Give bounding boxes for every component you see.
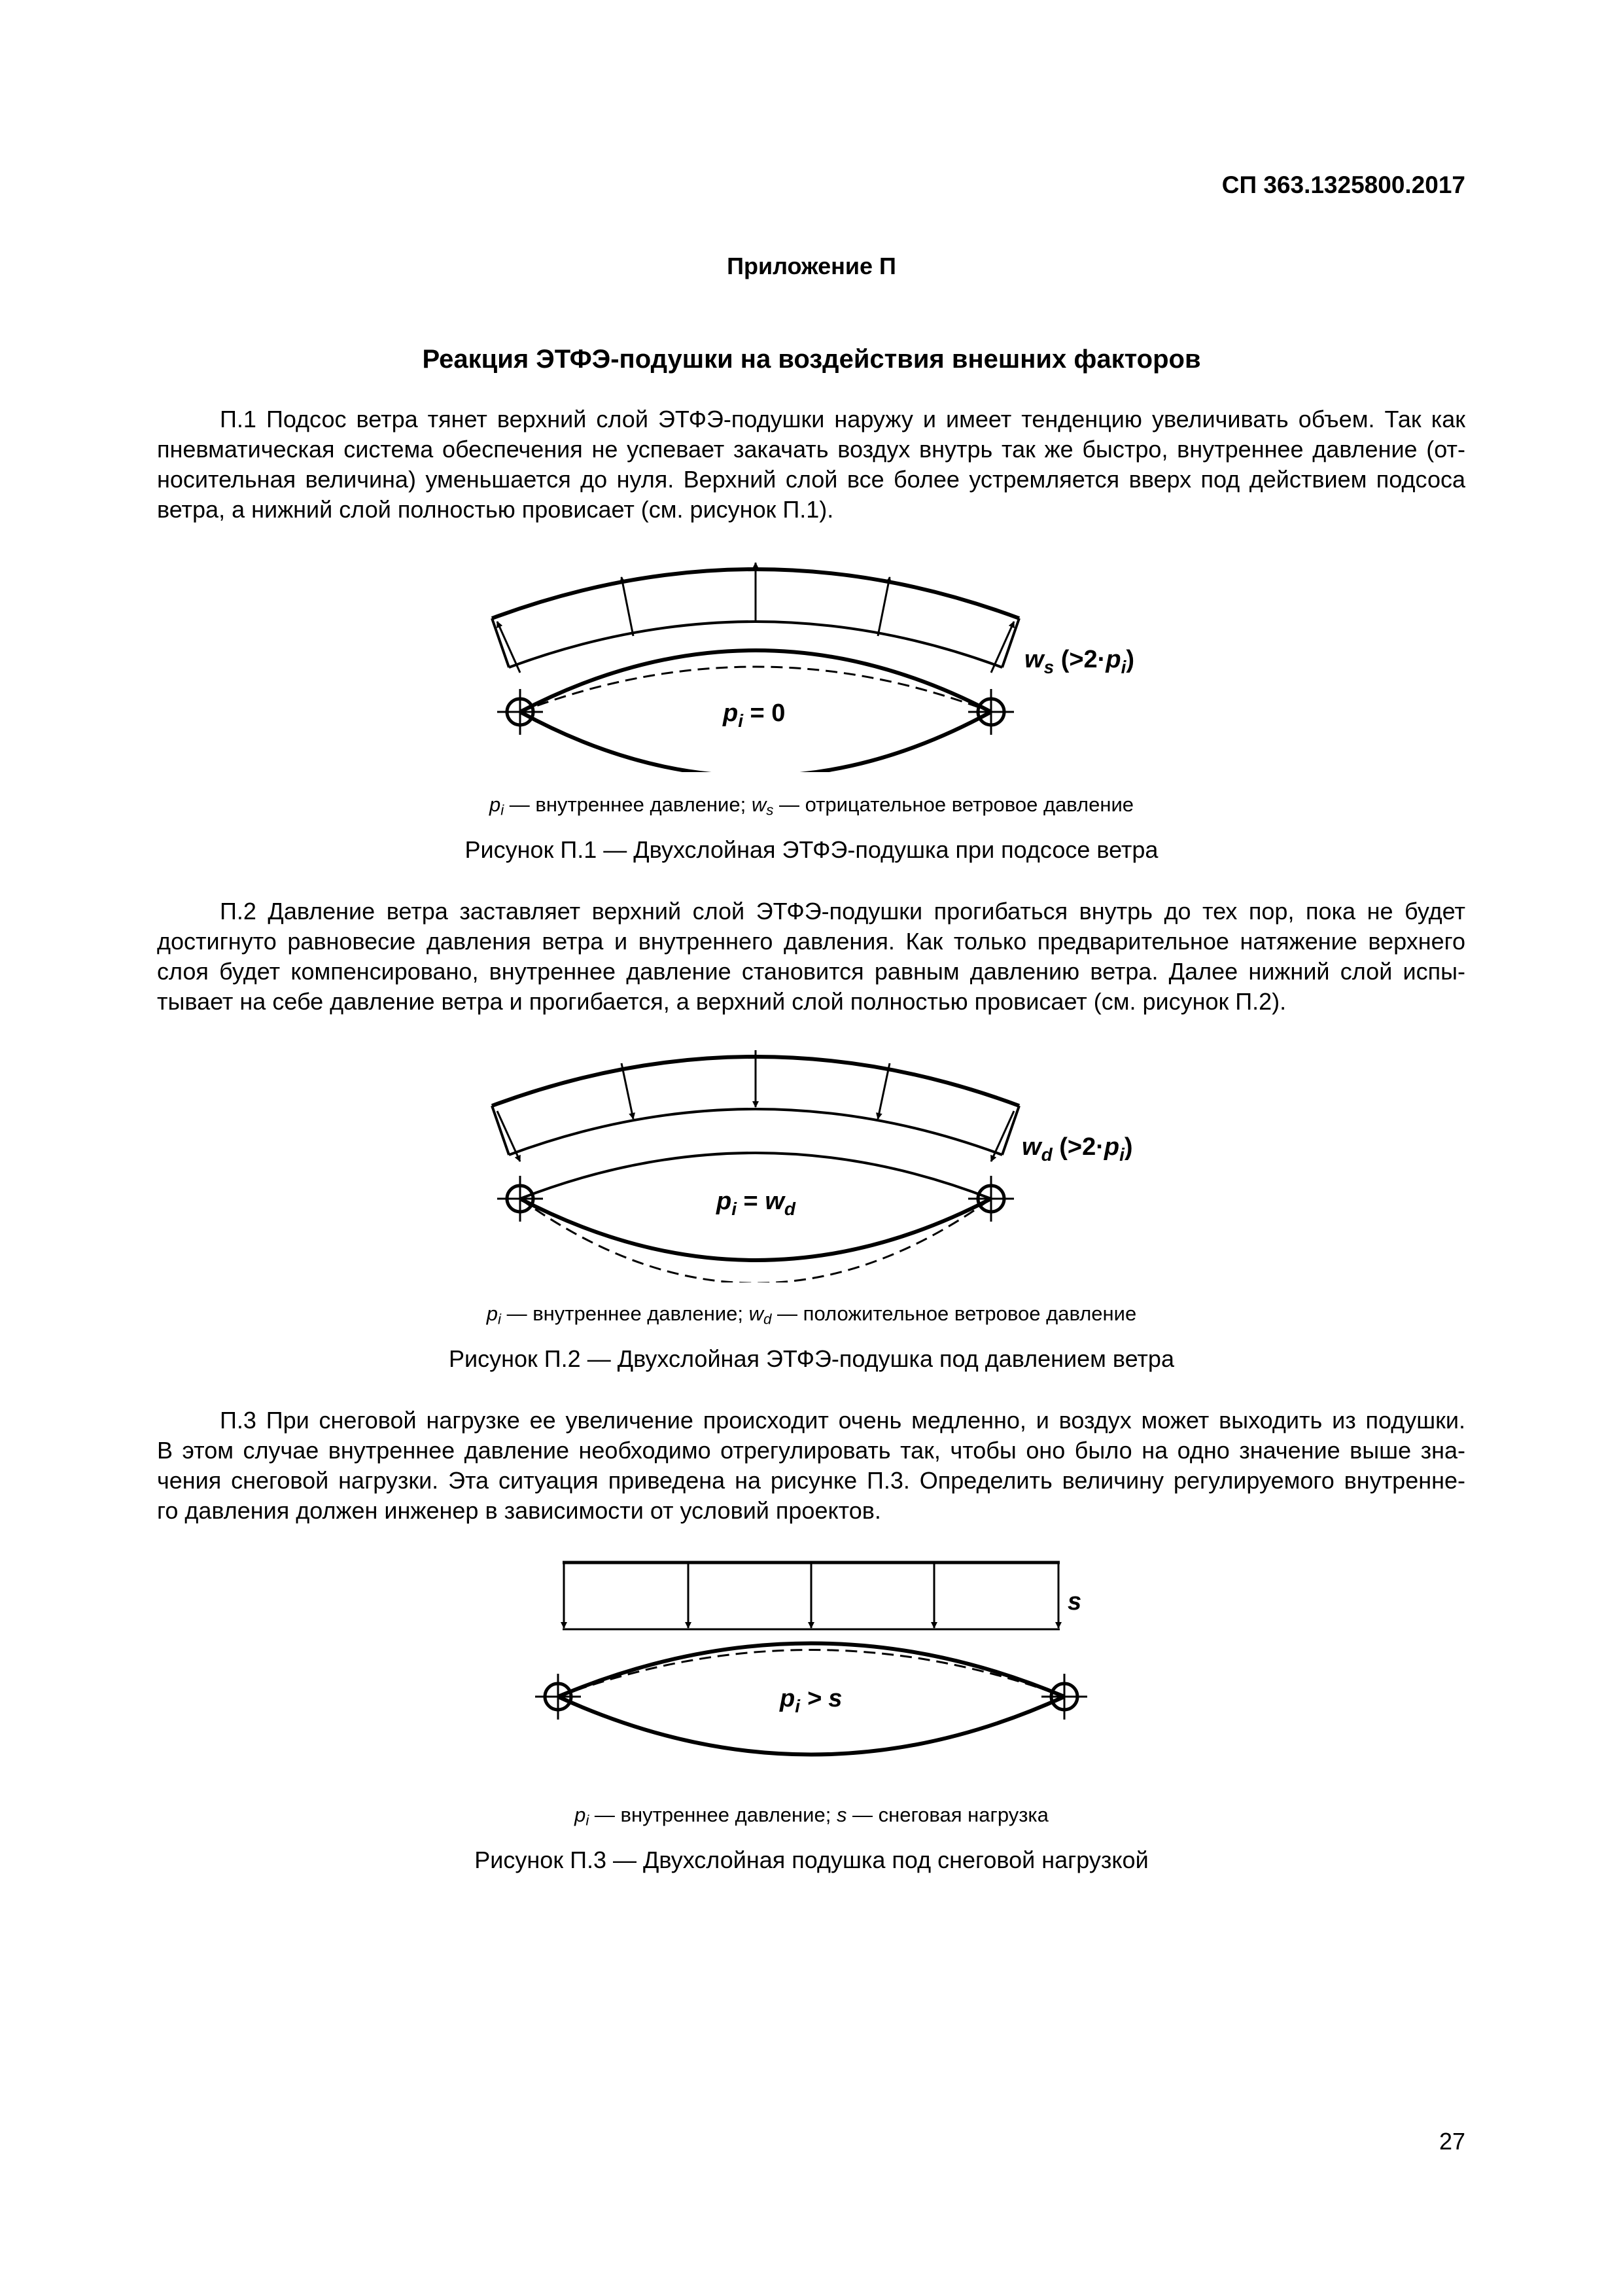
label-pi-wd: $p_i = w_d$ — [716, 1188, 795, 1219]
paragraph-line: П.2 Давление ветра заставляет верхний слой ЭТФЭ-подушки прогибаться внутрь до тех пор, пока не будет — [220, 898, 1465, 925]
suction-arrow — [878, 577, 890, 636]
paragraph-line: тывает на себе давление ветра и прогибается, а верхний слой полностью провисает (см. рисунок П.2). — [157, 988, 1287, 1015]
document-code: СП 363.1325800.2017 — [1221, 171, 1465, 198]
figure-1-diagram — [458, 537, 1217, 772]
figure-3-diagram — [523, 1551, 1151, 1773]
pressure-arrow — [621, 1063, 633, 1119]
support-left — [497, 689, 543, 735]
support-right — [1041, 1674, 1087, 1720]
paragraph-line: чения снеговой нагрузки. Эта ситуация приведена на рисунке П.3. Определить величину регулируемого внутренне- — [157, 1467, 1465, 1494]
label-pi-gt-s: $p_i > s$ — [780, 1685, 843, 1716]
label-wd: $w_d$ $(>2\cdot p_i)$ — [1022, 1133, 1133, 1165]
paragraph-line: носительная величина) уменьшается до нуля. Верхний слой все более устремляется вверх под действием подсоса — [157, 466, 1465, 493]
suction-arrow — [621, 577, 633, 636]
support-left — [497, 1176, 543, 1222]
support-right — [968, 689, 1014, 735]
figure-1-caption: Рисунок П.1 — Двухслойная ЭТФЭ-подушка при подсосе ветра — [464, 836, 1159, 863]
label-ws: $w_s$ $(>2\cdot p_i)$ — [1024, 646, 1134, 677]
paragraph-p1 — [157, 404, 1465, 525]
annex-title: Реакция ЭТФЭ-подушки на воздействия внешних факторов — [422, 345, 1201, 374]
paragraph-line: В этом случае внутреннее давление необходимо отрегулировать так, чтобы оно было на одно значение выше зна- — [157, 1437, 1465, 1464]
paragraph-line: го давления должен инженер в зависимости от условий проектов. — [157, 1497, 881, 1524]
figure-2-legend: $p_i$ — внутреннее давление; $w_d$ — положительное ветровое давление — [486, 1302, 1137, 1328]
figure-2-caption: Рисунок П.2 — Двухслойная ЭТФЭ-подушка под давлением ветра — [449, 1345, 1174, 1372]
wind-band-inner — [509, 1109, 1002, 1155]
label-s: s — [1068, 1588, 1082, 1616]
pressure-arrow — [878, 1063, 890, 1119]
support-left — [535, 1674, 581, 1720]
paragraph-line: пневматическая система обеспечения не успевает закачать воздух внутрь так же быстро, внутреннее давление (от- — [157, 436, 1465, 463]
wind-band-inner — [509, 622, 1002, 667]
label-pi-zero: $p_i = 0$ — [723, 699, 786, 731]
page-number: 27 — [1439, 2128, 1465, 2155]
paragraph-line: ветра, а нижний слой полностью провисает (см. рисунок П.1). — [157, 496, 834, 523]
support-right — [968, 1176, 1014, 1222]
paragraph-line: слоя будет компенсировано, внутреннее давление становится равным давлению ветра. Далее нижний слой испы- — [157, 958, 1465, 985]
figure-1-legend: $p_i$ — внутреннее давление; $w_s$ — отрицательное ветровое давление — [489, 793, 1134, 819]
paragraph-p2 — [157, 896, 1465, 1017]
paragraph-line: достигнуто равновесие давления ветра и внутреннего давления. Как только предварительное натяжение верхнего — [157, 928, 1465, 955]
figure-3-legend: $p_i$ — внутреннее давление; s — снеговая нагрузка — [574, 1803, 1049, 1829]
paragraph-p3 — [157, 1405, 1465, 1526]
figure-2-diagram — [458, 1034, 1217, 1282]
paragraph-line: П.3 При снеговой нагрузке ее увеличение происходит очень медленно, и воздух может выходить из подушки. — [220, 1407, 1465, 1434]
annex-label: Приложение П — [727, 253, 896, 279]
paragraph-line: П.1 Подсос ветра тянет верхний слой ЭТФЭ-подушки наружу и имеет тенденцию увеличивать объем. Так как — [220, 406, 1465, 433]
figure-3-caption: Рисунок П.3 — Двухслойная подушка под снеговой нагрузкой — [474, 1846, 1149, 1873]
